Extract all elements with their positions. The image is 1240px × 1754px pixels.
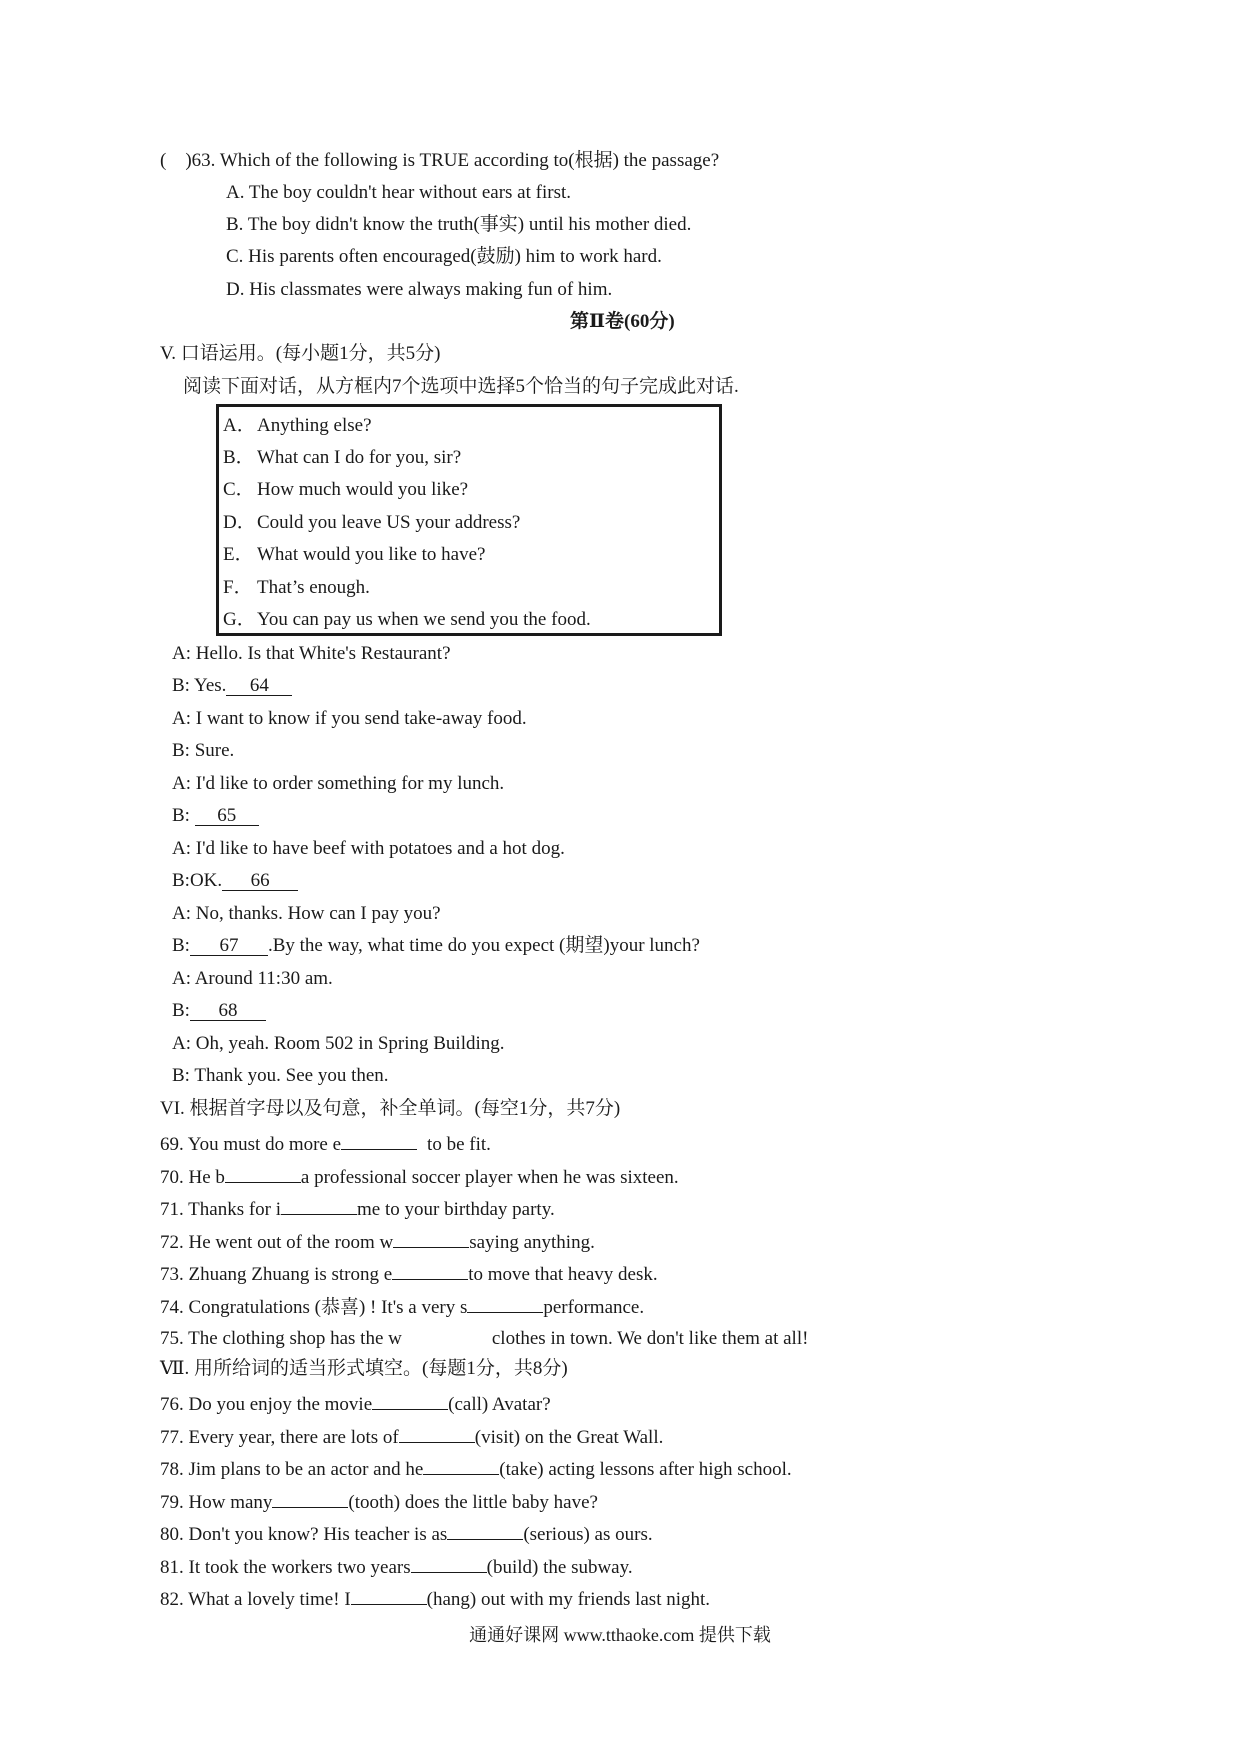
box-option: C． How much would you like? xyxy=(223,479,469,500)
section-title: Ⅶ. 用所给词的适当形式填空。(每题1分，共8分) xyxy=(160,1358,568,1379)
fill-item-70: 70. He b a professional soccer player when he was sixteen. xyxy=(160,1164,679,1187)
option-d: D. His classmates were always making fun of him. xyxy=(226,279,613,300)
dialogue-line: A: Around 11:30 am. xyxy=(172,968,333,989)
answer-blank[interactable] xyxy=(411,1554,487,1573)
option-b: B. The boy didn't know the truth(事实) until his mother died. xyxy=(226,214,692,235)
section-title: V. 口语运用。(每小题1分，共5分) xyxy=(160,343,441,364)
answer-blank[interactable] xyxy=(392,1261,468,1280)
answer-blank[interactable] xyxy=(393,1229,469,1248)
answer-blank[interactable] xyxy=(447,1521,523,1540)
option-c: C. His parents often encouraged(鼓励) him to work hard. xyxy=(226,246,662,267)
answer-parentheses: ( ) xyxy=(160,150,192,171)
answer-blank-66[interactable]: 66 xyxy=(222,872,298,891)
box-option: E． What would you like to have? xyxy=(223,544,486,565)
answer-blank[interactable] xyxy=(351,1586,427,1605)
dialogue-line: A: I'd like to order something for my lunch. xyxy=(172,773,505,794)
dialogue-line: B: 67 .By the way, what time do you expect (期望)your lunch? xyxy=(172,935,700,956)
dialogue-line: A: Oh, yeah. Room 502 in Spring Building. xyxy=(172,1033,505,1054)
answer-blank-65[interactable]: 65 xyxy=(195,807,259,826)
answer-blank-67[interactable]: 67 xyxy=(190,937,268,956)
section-instruction: 阅读下面对话，从方框内7个选项中选择5个恰当的句子完成此对话. xyxy=(183,376,739,397)
box-option: F． That’s enough. xyxy=(223,577,370,598)
fill-item-75: 75. The clothing shop has the w clothes in town. We don't like them at all! xyxy=(160,1328,809,1349)
fill-item-71: 71. Thanks for i me to your birthday party. xyxy=(160,1196,555,1219)
dialogue-line: A: I'd like to have beef with potatoes and a hot dog. xyxy=(172,838,565,859)
box-option: D．Could you leave US your address? xyxy=(223,512,521,533)
fill-item-78: 78. Jim plans to be an actor and he (take) acting lessons after high school. xyxy=(160,1456,792,1479)
page-footer: 通通好课网 www.tthaoke.com 提供下载 xyxy=(469,1625,771,1645)
dialogue-line: B: Thank you. See you then. xyxy=(172,1065,389,1086)
fill-item-76: 76. Do you enjoy the movie (call) Avatar? xyxy=(160,1391,551,1414)
fill-item-73: 73. Zhuang Zhuang is strong e to move that heavy desk. xyxy=(160,1261,658,1284)
dialogue-line: B: Yes. 64 xyxy=(172,676,292,696)
question-63 xyxy=(160,151,719,170)
answer-blank[interactable] xyxy=(402,1326,492,1344)
question-stem: 63. Which of the following is TRUE according to(根据) the passage? xyxy=(191,150,720,171)
answer-blank-64[interactable]: 64 xyxy=(226,677,292,696)
fill-item-80: 80. Don't you know? His teacher is as (serious) as ours. xyxy=(160,1521,653,1544)
part-title: 第Ⅱ卷(60分) xyxy=(570,311,675,332)
option-a: A. The boy couldn't hear without ears at first. xyxy=(226,182,571,203)
fill-item-77: 77. Every year, there are lots of (visit) on the Great Wall. xyxy=(160,1424,663,1447)
fill-item-81: 81. It took the workers two years (build) the subway. xyxy=(160,1554,633,1577)
answer-blank[interactable] xyxy=(225,1164,301,1183)
dialogue-line: A: Hello. Is that White's Restaurant? xyxy=(172,643,451,664)
answer-blank[interactable] xyxy=(341,1131,417,1150)
answer-blank-68[interactable]: 68 xyxy=(190,1002,266,1021)
dialogue-line: B: Sure. xyxy=(172,740,235,761)
fill-item-82: 82. What a lovely time! I (hang) out with my friends last night. xyxy=(160,1586,710,1609)
dialogue-line: B: 68 xyxy=(172,1001,266,1021)
answer-blank[interactable] xyxy=(423,1456,499,1475)
fill-item-79: 79. How many (tooth) does the little baby have? xyxy=(160,1489,598,1512)
fill-item-69: 69. You must do more e to be fit. xyxy=(160,1131,491,1154)
dialogue-line: B:OK. 66 xyxy=(172,871,298,891)
answer-blank[interactable] xyxy=(281,1196,357,1215)
answer-blank[interactable] xyxy=(399,1424,475,1443)
box-option: B． What can I do for you, sir? xyxy=(223,447,462,468)
dialogue-line: A: No, thanks. How can I pay you? xyxy=(172,903,441,924)
answer-blank[interactable] xyxy=(372,1391,448,1410)
box-option: A．Anything else? xyxy=(223,415,372,436)
dialogue-line: B: 65 xyxy=(172,806,259,826)
box-option: G．You can pay us when we send you the food. xyxy=(223,609,591,630)
fill-item-72: 72. He went out of the room w saying anything. xyxy=(160,1229,595,1252)
dialogue-line: A: I want to know if you send take-away food. xyxy=(172,708,527,729)
options-box xyxy=(216,404,722,636)
fill-item-74: 74. Congratulations (恭喜) ! It's a very s performance. xyxy=(160,1294,644,1317)
answer-blank[interactable] xyxy=(467,1294,543,1313)
answer-blank[interactable] xyxy=(272,1489,348,1508)
section-title: VI. 根据首字母以及句意，补全单词。(每空1分，共7分) xyxy=(160,1098,621,1119)
